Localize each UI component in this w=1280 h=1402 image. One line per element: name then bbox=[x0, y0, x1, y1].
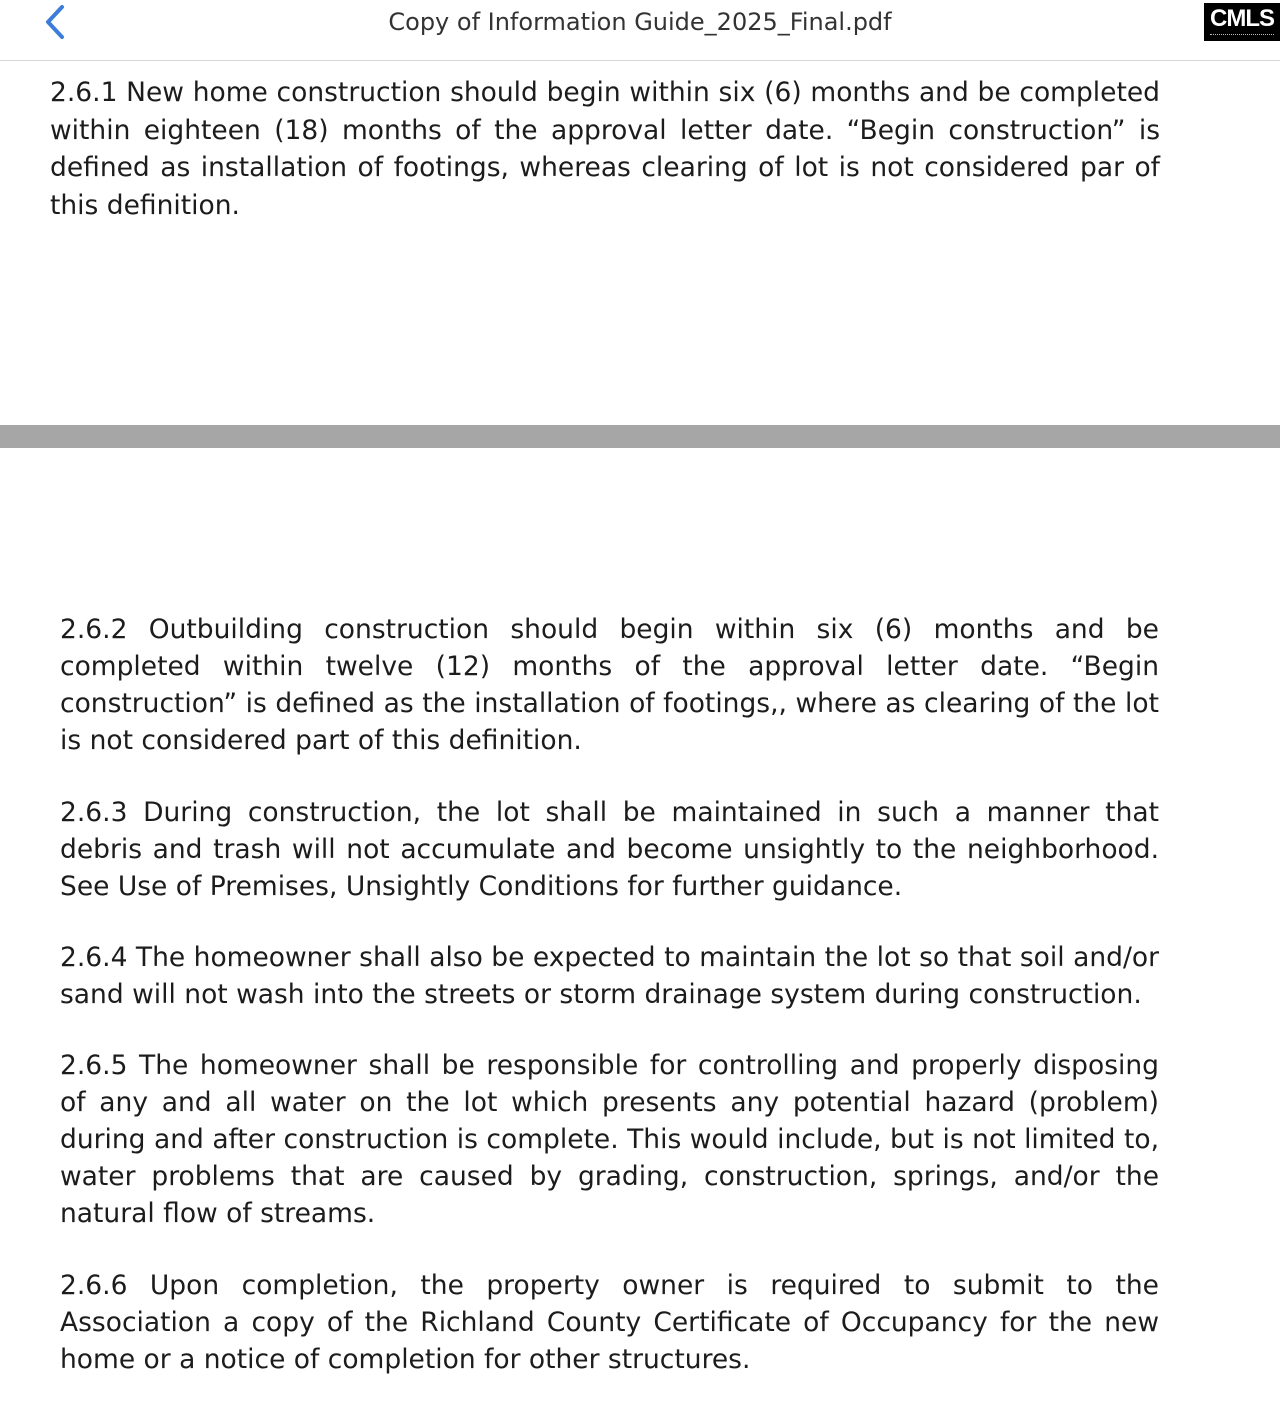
paragraph-2-6-1: 2.6.1 New home construction should begin within six (6) months and be completed within eighteen (18) months of the approval letter date. “Begin construction” is defined as installation of footings, whereas clearing of lot is not considered par of this definition. bbox=[50, 77, 1160, 221]
pdf-page-lower bbox=[0, 448, 1280, 1402]
pdf-page-upper bbox=[0, 61, 1280, 425]
paragraph-2-6-2: 2.6.2 Outbuilding construction should begin within six (6) months and be completed within twelve (12) months of the approval letter date. “Begin construction” is defined as the installation of footings,, where as clearing of the lot is not considered part of this definition. bbox=[60, 614, 1159, 756]
logo-underline bbox=[1210, 34, 1274, 38]
paragraph-2-6-3: 2.6.3 During construction, the lot shall be maintained in such a manner that debris and trash will not accumulate and become unsightly to the neighborhood. See Use of Premises, Unsightly Conditions for further guidance. bbox=[60, 797, 1159, 902]
paragraph-2-6-4: 2.6.4 The homeowner shall also be expected to maintain the lot so that soil and/or sand will not wash into the streets or storm drainage system during construction. bbox=[60, 942, 1159, 1010]
top-bar bbox=[0, 0, 1280, 61]
cmls-logo bbox=[1204, 3, 1280, 41]
paragraph-2-6-6: 2.6.6 Upon completion, the property owner is required to submit to the Association a copy of the Richland County Certificate of Occupancy for the new home or a notice of completion for other structures. bbox=[60, 1270, 1159, 1375]
page-separator bbox=[0, 425, 1280, 448]
logo-text: CMLS bbox=[1210, 5, 1274, 32]
document-title: Copy of Information Guide_2025_Final.pdf bbox=[388, 8, 892, 36]
paragraph-2-6-5: 2.6.5 The homeowner shall be responsible for controlling and properly disposing of any and all water on the lot which presents any potential hazard (problem) during and after construction is complete. This would include, but is not limited to, water problems that are caused by grading, construction, springs, and/or the natural flow of streams. bbox=[60, 1050, 1159, 1229]
